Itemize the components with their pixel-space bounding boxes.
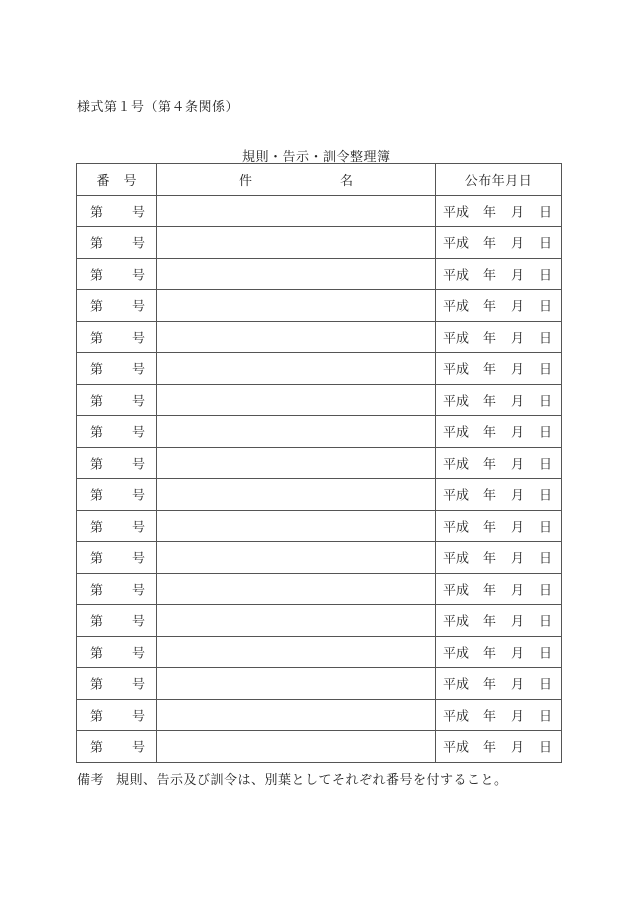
number-suffix: 号	[132, 677, 146, 693]
number-suffix: 号	[132, 299, 146, 315]
day-label: 日	[539, 205, 553, 221]
year-label: 年	[483, 488, 497, 504]
number-suffix: 号	[132, 520, 146, 536]
year-label: 年	[483, 394, 497, 410]
subject-cell[interactable]	[157, 479, 436, 511]
subject-cell[interactable]	[157, 699, 436, 731]
header-subject	[157, 164, 436, 196]
number-prefix: 第	[90, 331, 104, 347]
era-label: 平成	[443, 614, 470, 630]
table-row	[77, 290, 562, 322]
number-suffix: 号	[132, 646, 146, 662]
remarks-text: 規則、告示及び訓令は、別葉としてそれぞれ番号を付すること。	[116, 773, 508, 788]
number-prefix: 第	[90, 457, 104, 473]
table-row	[77, 353, 562, 385]
subject-cell[interactable]	[157, 636, 436, 668]
year-label: 年	[483, 299, 497, 315]
subject-cell[interactable]	[157, 384, 436, 416]
subject-cell[interactable]	[157, 573, 436, 605]
subject-cell[interactable]	[157, 668, 436, 700]
year-label: 年	[483, 520, 497, 536]
number-prefix: 第	[90, 646, 104, 662]
number-suffix: 号	[132, 394, 146, 410]
number-prefix: 第	[90, 520, 104, 536]
number-cell[interactable]	[77, 384, 157, 416]
table-row	[77, 605, 562, 637]
month-label: 月	[511, 362, 525, 378]
header-number	[77, 164, 157, 196]
table-header-row	[77, 164, 562, 196]
number-cell[interactable]	[77, 447, 157, 479]
table-row	[77, 542, 562, 574]
table-row	[77, 479, 562, 511]
era-label: 平成	[443, 457, 470, 473]
date-cell[interactable]	[436, 321, 562, 353]
date-cell[interactable]	[436, 416, 562, 448]
era-label: 平成	[443, 488, 470, 504]
number-prefix: 第	[90, 583, 104, 599]
subject-cell[interactable]	[157, 321, 436, 353]
era-label: 平成	[443, 236, 470, 252]
month-label: 月	[511, 236, 525, 252]
year-label: 年	[483, 740, 497, 756]
number-cell[interactable]	[77, 416, 157, 448]
era-label: 平成	[443, 677, 470, 693]
number-suffix: 号	[132, 614, 146, 630]
date-cell[interactable]	[436, 195, 562, 227]
date-cell[interactable]	[436, 384, 562, 416]
number-cell[interactable]	[77, 195, 157, 227]
date-cell[interactable]	[436, 731, 562, 763]
table-row	[77, 731, 562, 763]
date-cell[interactable]	[436, 699, 562, 731]
year-label: 年	[483, 677, 497, 693]
number-prefix: 第	[90, 394, 104, 410]
year-label: 年	[483, 709, 497, 725]
day-label: 日	[539, 614, 553, 630]
era-label: 平成	[443, 394, 470, 410]
number-suffix: 号	[132, 425, 146, 441]
number-cell[interactable]	[77, 636, 157, 668]
month-label: 月	[511, 268, 525, 284]
register-table	[76, 163, 562, 763]
number-suffix: 号	[132, 488, 146, 504]
number-cell[interactable]	[77, 353, 157, 385]
day-label: 日	[539, 268, 553, 284]
year-label: 年	[483, 236, 497, 252]
number-suffix: 号	[132, 551, 146, 567]
number-cell[interactable]	[77, 227, 157, 259]
year-label: 年	[483, 425, 497, 441]
year-label: 年	[483, 268, 497, 284]
number-suffix: 号	[132, 236, 146, 252]
table-row	[77, 573, 562, 605]
month-label: 月	[511, 394, 525, 410]
number-suffix: 号	[132, 709, 146, 725]
day-label: 日	[539, 646, 553, 662]
month-label: 月	[511, 520, 525, 536]
year-label: 年	[483, 614, 497, 630]
subject-cell[interactable]	[157, 258, 436, 290]
era-label: 平成	[443, 425, 470, 441]
day-label: 日	[539, 299, 553, 315]
year-label: 年	[483, 331, 497, 347]
day-label: 日	[539, 457, 553, 473]
era-label: 平成	[443, 299, 470, 315]
number-cell[interactable]	[77, 510, 157, 542]
number-cell[interactable]	[77, 290, 157, 322]
date-cell[interactable]	[436, 636, 562, 668]
number-prefix: 第	[90, 425, 104, 441]
date-cell[interactable]	[436, 510, 562, 542]
table-title: 規則・告示・訓令整理簿	[242, 150, 391, 165]
header-number-part2: 号	[123, 173, 137, 189]
number-cell[interactable]	[77, 321, 157, 353]
era-label: 平成	[443, 362, 470, 378]
table-row	[77, 195, 562, 227]
number-suffix: 号	[132, 205, 146, 221]
subject-cell[interactable]	[157, 290, 436, 322]
day-label: 日	[539, 236, 553, 252]
era-label: 平成	[443, 583, 470, 599]
number-prefix: 第	[90, 268, 104, 284]
number-cell[interactable]	[77, 479, 157, 511]
era-label: 平成	[443, 520, 470, 536]
subject-cell[interactable]	[157, 227, 436, 259]
table-row	[77, 636, 562, 668]
subject-cell[interactable]	[157, 510, 436, 542]
number-cell[interactable]	[77, 731, 157, 763]
number-prefix: 第	[90, 299, 104, 315]
month-label: 月	[511, 299, 525, 315]
day-label: 日	[539, 740, 553, 756]
day-label: 日	[539, 709, 553, 725]
subject-cell[interactable]	[157, 416, 436, 448]
number-suffix: 号	[132, 583, 146, 599]
number-prefix: 第	[90, 488, 104, 504]
number-cell[interactable]	[77, 258, 157, 290]
year-label: 年	[483, 205, 497, 221]
era-label: 平成	[443, 268, 470, 284]
day-label: 日	[539, 394, 553, 410]
table-row	[77, 447, 562, 479]
day-label: 日	[539, 551, 553, 567]
number-cell[interactable]	[77, 668, 157, 700]
number-cell[interactable]	[77, 699, 157, 731]
number-prefix: 第	[90, 709, 104, 725]
era-label: 平成	[443, 205, 470, 221]
year-label: 年	[483, 646, 497, 662]
header-promulgation-date: 公布年月日	[436, 164, 562, 196]
date-cell[interactable]	[436, 668, 562, 700]
month-label: 月	[511, 457, 525, 473]
day-label: 日	[539, 583, 553, 599]
table-row	[77, 258, 562, 290]
number-prefix: 第	[90, 551, 104, 567]
remarks-label: 備考	[77, 773, 105, 788]
date-cell[interactable]	[436, 479, 562, 511]
number-cell[interactable]	[77, 542, 157, 574]
era-label: 平成	[443, 740, 470, 756]
number-prefix: 第	[90, 205, 104, 221]
month-label: 月	[511, 646, 525, 662]
month-label: 月	[511, 614, 525, 630]
day-label: 日	[539, 677, 553, 693]
number-suffix: 号	[132, 331, 146, 347]
year-label: 年	[483, 583, 497, 599]
date-cell[interactable]	[436, 605, 562, 637]
day-label: 日	[539, 425, 553, 441]
month-label: 月	[511, 331, 525, 347]
year-label: 年	[483, 362, 497, 378]
month-label: 月	[511, 425, 525, 441]
month-label: 月	[511, 740, 525, 756]
table-row	[77, 668, 562, 700]
table-row	[77, 510, 562, 542]
date-cell[interactable]	[436, 542, 562, 574]
remarks	[77, 769, 508, 788]
day-label: 日	[539, 362, 553, 378]
subject-cell[interactable]	[157, 353, 436, 385]
era-label: 平成	[443, 551, 470, 567]
date-cell[interactable]	[436, 227, 562, 259]
era-label: 平成	[443, 331, 470, 347]
number-prefix: 第	[90, 677, 104, 693]
subject-cell[interactable]	[157, 195, 436, 227]
date-cell[interactable]	[436, 573, 562, 605]
number-suffix: 号	[132, 362, 146, 378]
number-cell[interactable]	[77, 605, 157, 637]
number-prefix: 第	[90, 614, 104, 630]
table-row	[77, 416, 562, 448]
era-label: 平成	[443, 709, 470, 725]
number-prefix: 第	[90, 740, 104, 756]
month-label: 月	[511, 583, 525, 599]
header-number-part1: 番	[96, 173, 110, 189]
number-prefix: 第	[90, 362, 104, 378]
number-suffix: 号	[132, 740, 146, 756]
header-subject-part2: 名	[340, 173, 354, 189]
month-label: 月	[511, 488, 525, 504]
month-label: 月	[511, 709, 525, 725]
year-label: 年	[483, 457, 497, 473]
subject-cell[interactable]	[157, 447, 436, 479]
table-row	[77, 227, 562, 259]
table-row	[77, 321, 562, 353]
month-label: 月	[511, 551, 525, 567]
era-label: 平成	[443, 646, 470, 662]
subject-cell[interactable]	[157, 542, 436, 574]
number-suffix: 号	[132, 457, 146, 473]
day-label: 日	[539, 331, 553, 347]
number-prefix: 第	[90, 236, 104, 252]
table-row	[77, 384, 562, 416]
date-cell[interactable]	[436, 290, 562, 322]
date-cell[interactable]	[436, 353, 562, 385]
form-label: 様式第１号（第４条関係）	[77, 100, 240, 115]
month-label: 月	[511, 205, 525, 221]
date-cell[interactable]	[436, 447, 562, 479]
number-suffix: 号	[132, 268, 146, 284]
day-label: 日	[539, 488, 553, 504]
number-cell[interactable]	[77, 573, 157, 605]
header-subject-part1: 件	[238, 173, 252, 189]
date-cell[interactable]	[436, 258, 562, 290]
month-label: 月	[511, 677, 525, 693]
subject-cell[interactable]	[157, 605, 436, 637]
day-label: 日	[539, 520, 553, 536]
year-label: 年	[483, 551, 497, 567]
subject-cell[interactable]	[157, 731, 436, 763]
table-row	[77, 699, 562, 731]
